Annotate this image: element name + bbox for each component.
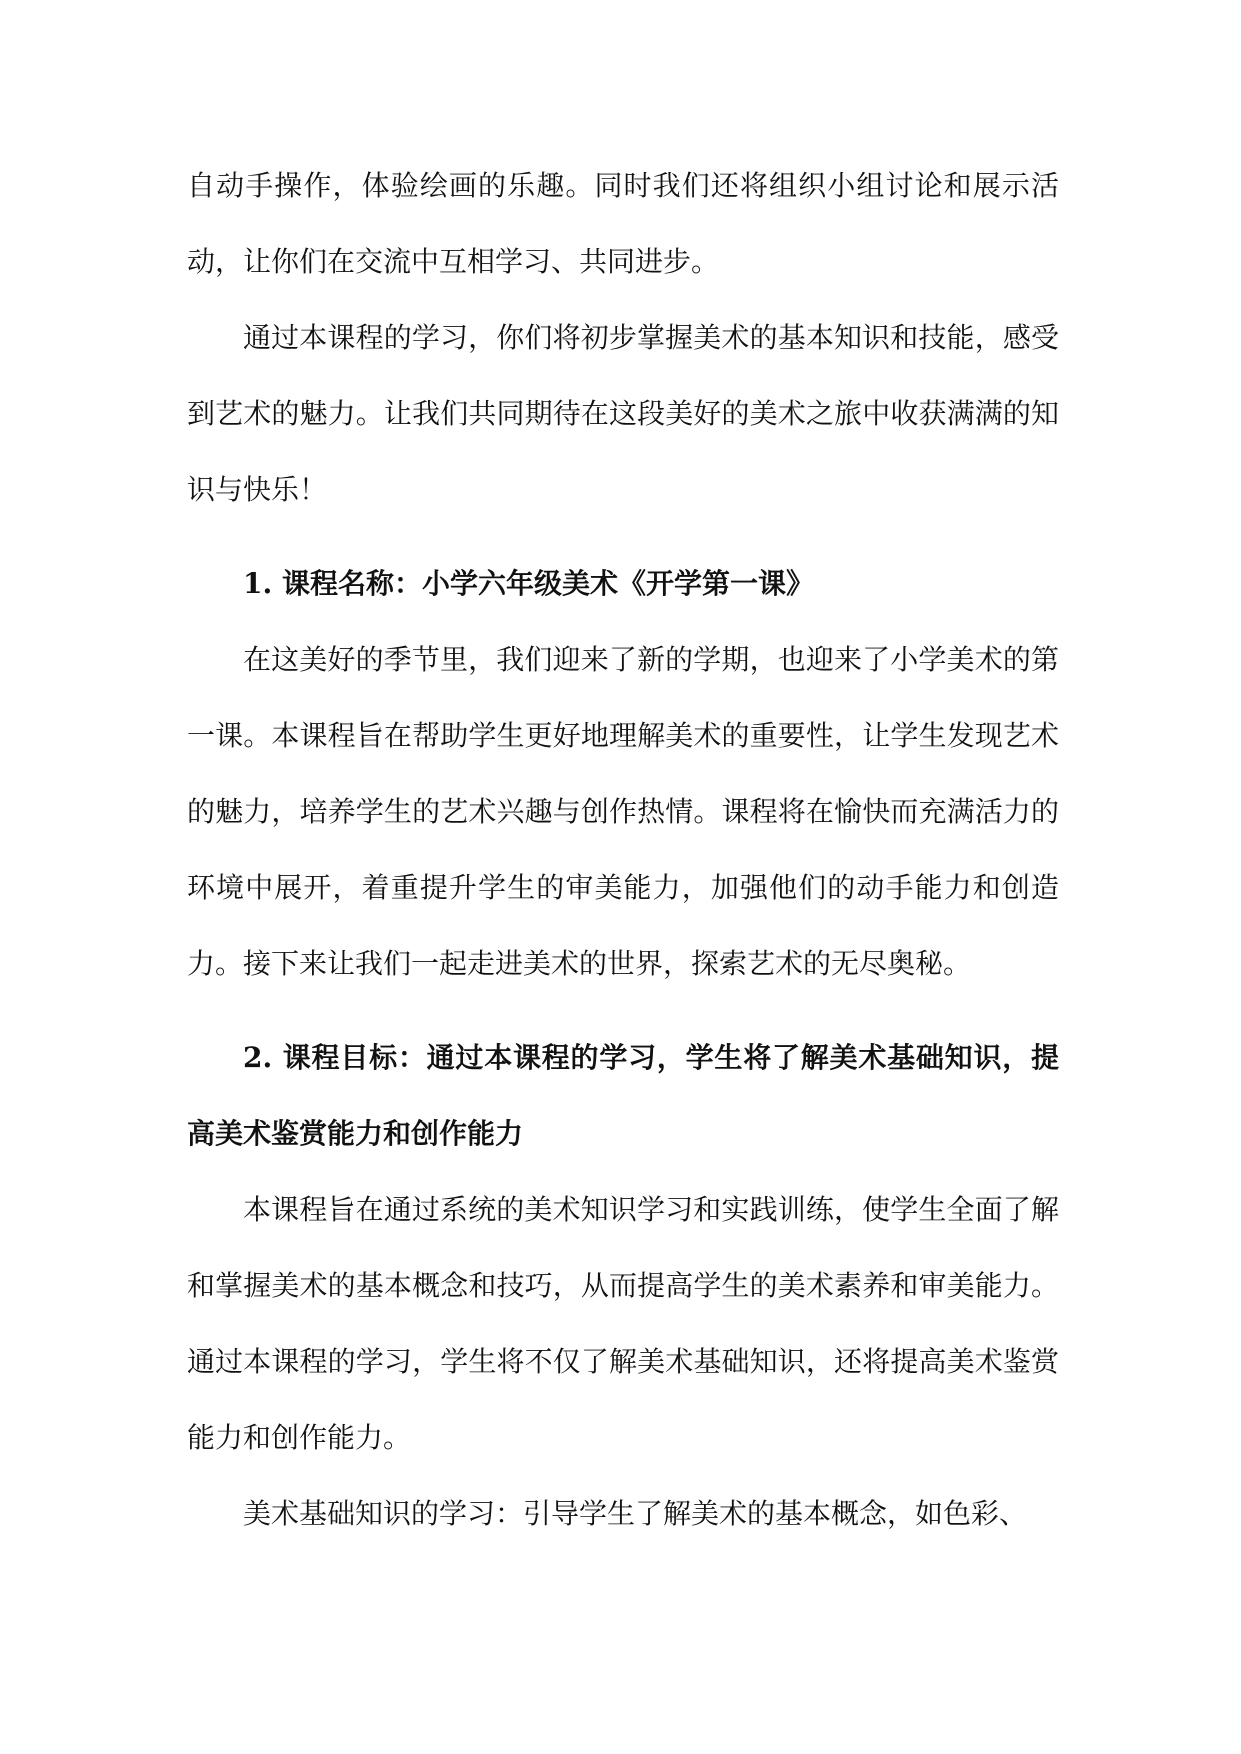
document-body (187, 148, 1059, 1552)
paragraph-course-goal-detail: 本课程旨在通过系统的美术知识学习和实践训练，使学生全面了解和掌握美术的基本概念和技巧，从而提高学生的美术素养和审美能力。通过本课程的学习，学生将不仅了解美术基础知识，还将提高美术鉴赏能力和创作能力。 (187, 1193, 1059, 1454)
heading-course-goal: 2. 课程目标：通过本课程的学习，学生将了解美术基础知识，提高美术鉴赏能力和创作能力 (187, 1041, 1059, 1150)
paragraph-art-basics: 美术基础知识的学习：引导学生了解美术的基本概念，如色彩、 (243, 1497, 1028, 1530)
paragraph-closing: 通过本课程的学习，你们将初步掌握美术的基本知识和技能，感受到艺术的魅力。让我们共同期待在这段美好的美术之旅中收获满满的知识与快乐！ (187, 321, 1059, 506)
paragraph-course-intro: 在这美好的季节里，我们迎来了新的学期，也迎来了小学美术的第一课。本课程旨在帮助学生更好地理解美术的重要性，让学生发现艺术的魅力，培养学生的艺术兴趣与创作热情。课程将在愉快而充满活力的环境中展开，着重提升学生的审美能力，加强他们的动手能力和创造力。接下来让我们一起走进美术的世界，探索艺术的无尽奥秘。 (187, 643, 1059, 980)
heading-course-name: 1. 课程名称：小学六年级美术《开学第一课》 (243, 567, 814, 600)
paragraph-continuation: 自动手操作，体验绘画的乐趣。同时我们还将组织小组讨论和展示活动，让你们在交流中互相学习、共同进步。 (187, 169, 1059, 278)
